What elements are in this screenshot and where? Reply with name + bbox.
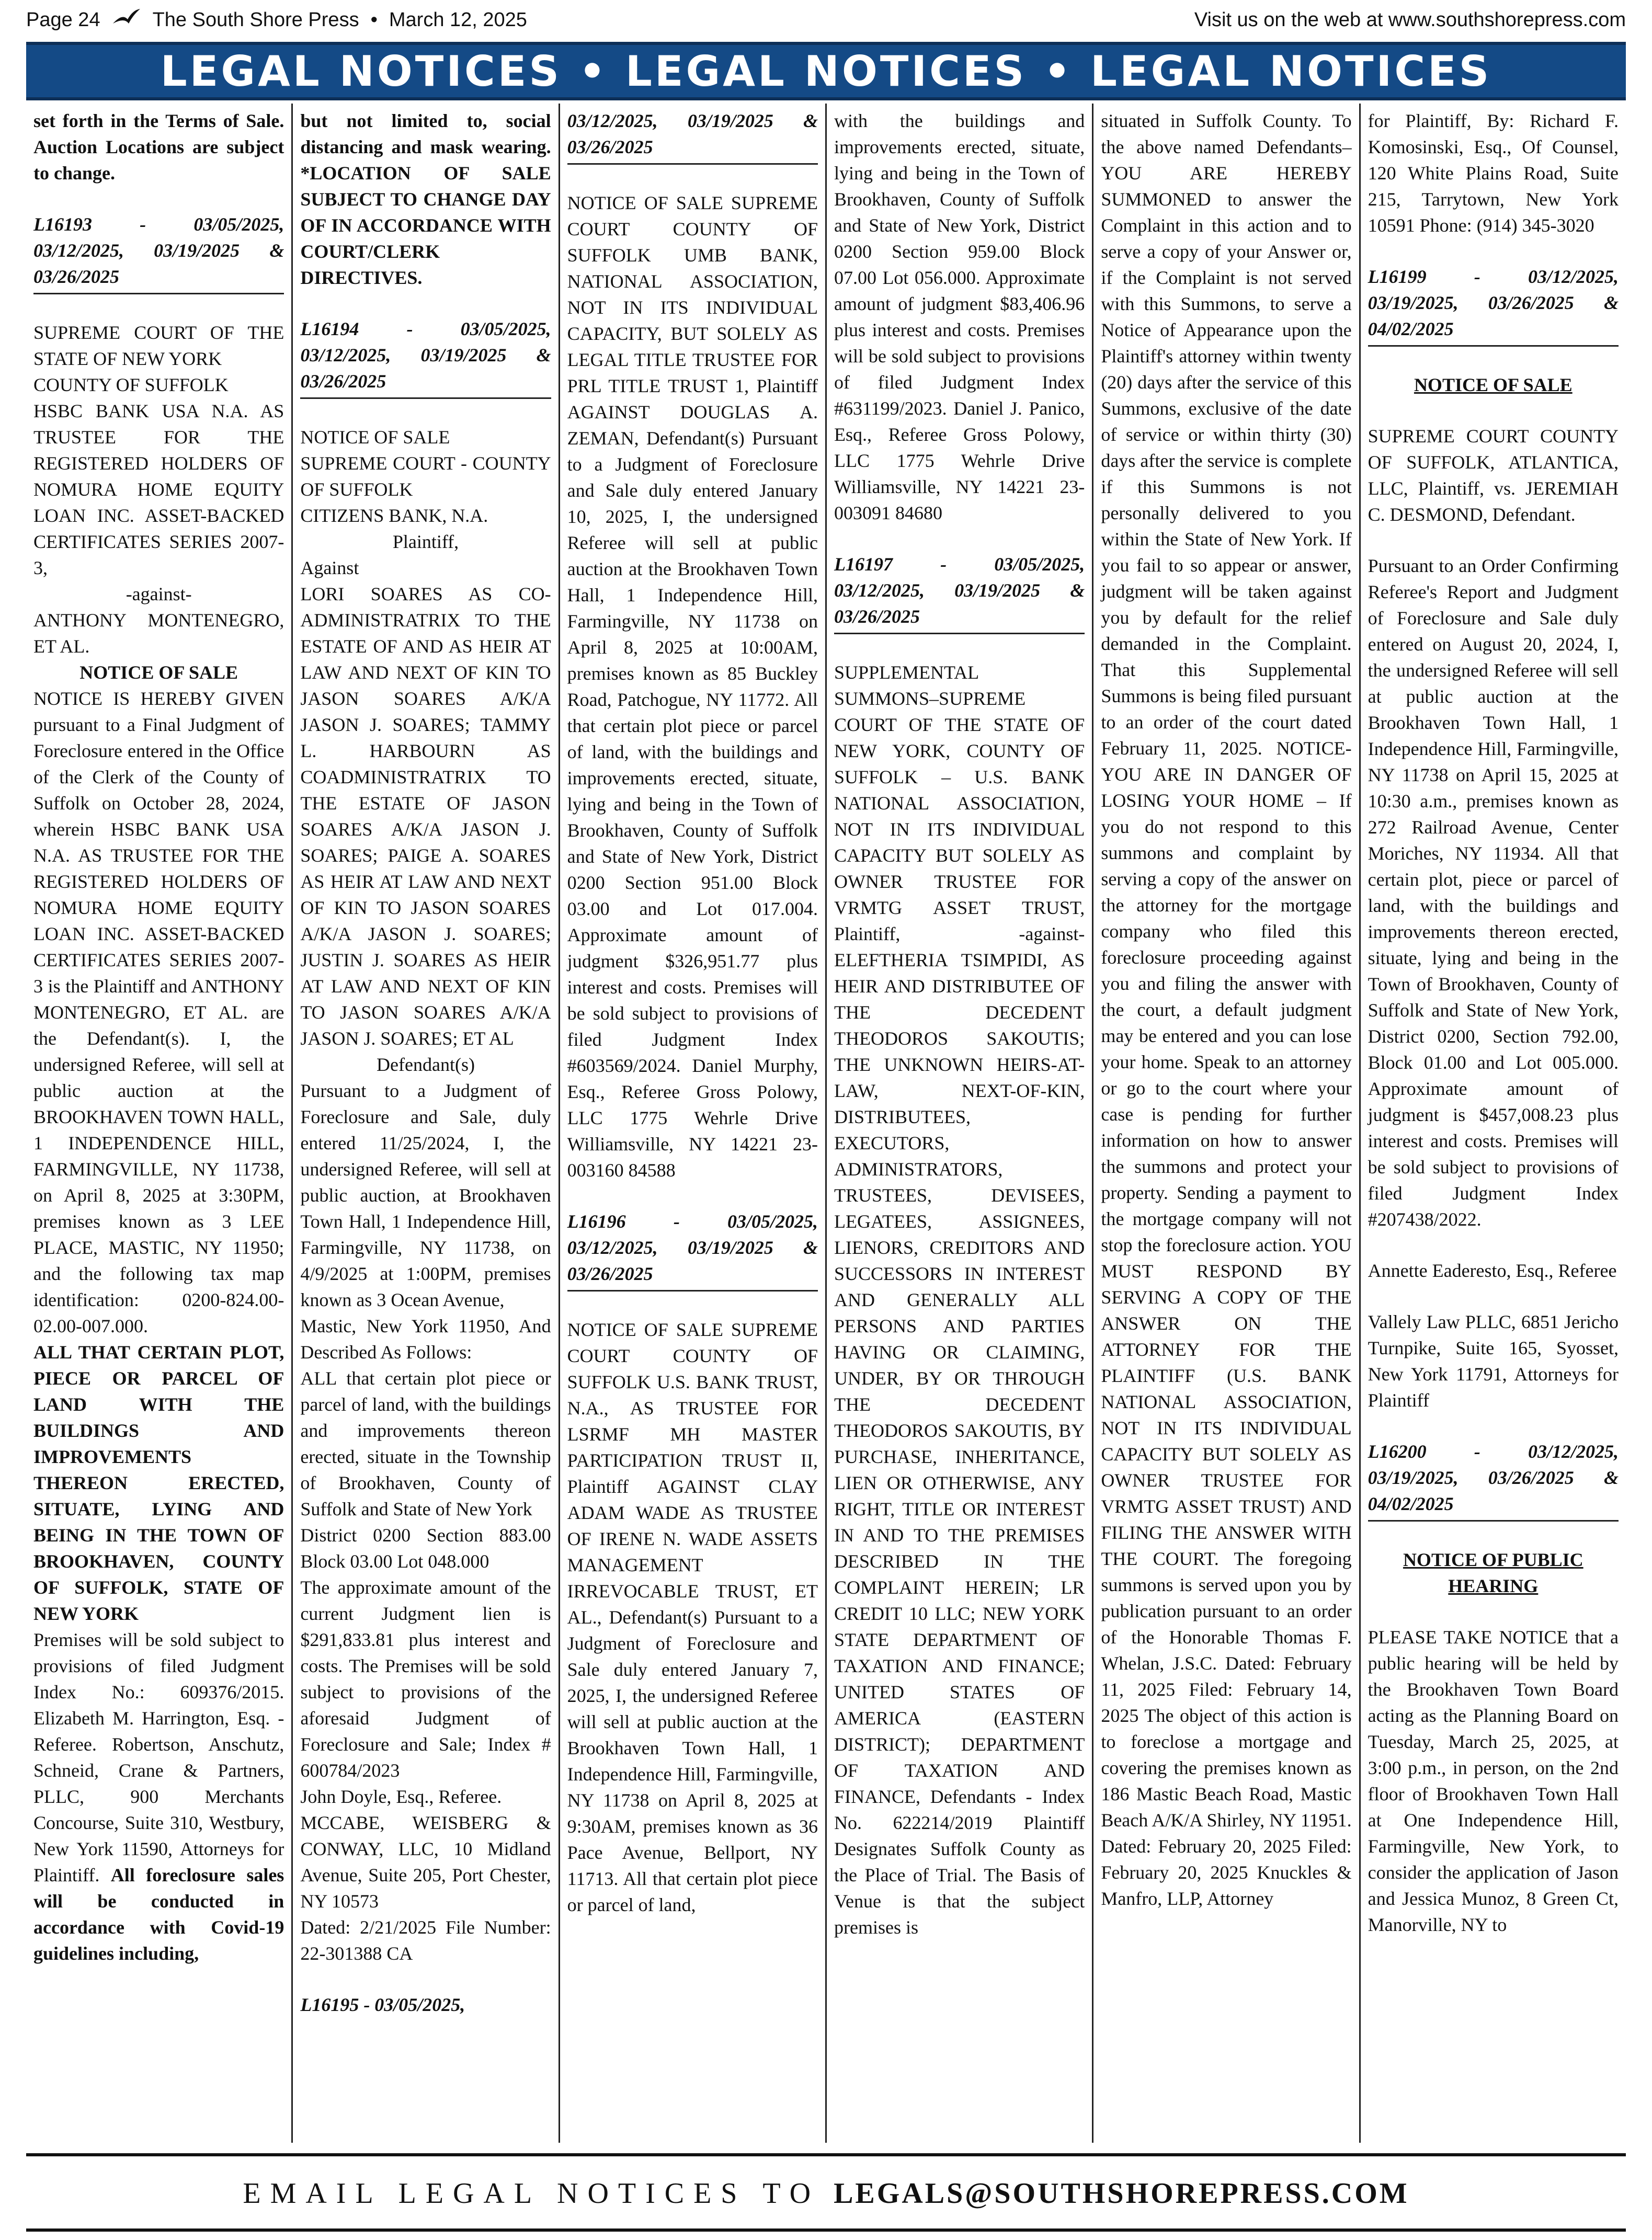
- defendant-name: ANTHONY MONTENEGRO, ET AL.: [33, 610, 284, 657]
- notice-text: NOTICE IS HEREBY GIVEN pursuant to a Final Judgment of Foreclosure entered in the Office of the Clerk of the County of Suffolk on October 28, 2024, wherein HSBC BANK USA N.A. AS TRUSTEE FOR THE REGISTERED HOLDERS OF NOMURA HOME EQUITY LOAN INC. ASSET-BACKED CERTIFICATES SERIES 2007-3 is the Plaintiff and ANTHONY MONTENEGRO, ET AL. are the Defendant(s). I, the undersigned Referee, will sell at public auction at the BROOKHAVEN TOWN HALL, 1 INDEPENDENCE HILL, FARMINGVILLE, NY 11738, on April 8, 2025 at 3:30PM, premises known as 3 LEE PLACE, MASTIC, NY 11950; and the following tax map identification: 0200-824.00-02.00-007.000.: [33, 688, 284, 1336]
- plaintiff-label: Plaintiff,: [392, 531, 459, 552]
- notice-text-span: Premises will be sold subject to provisions of filed Judgment Index No.: 609376/2015. Elizabeth M. Harrington, Esq. - Referee. Robertson, Anschutz, Schneid, Crane & Partners, PLLC, 900 Merchants Concourse, Suite 310, Westbury, New York 11590, Attorneys for Plaintiff.: [33, 1629, 284, 1885]
- publication-name: The South Shore Press: [152, 8, 359, 31]
- footer-divider: [26, 2153, 1626, 2156]
- court-name: SUPREME COURT OF THE STATE OF NEW YORK: [33, 322, 284, 369]
- notice-reference: 03/12/2025, 03/19/2025 & 03/26/2025: [567, 108, 818, 165]
- column-2: [293, 104, 560, 2143]
- attorney-info: Vallely Law PLLC, 6851 Jericho Turnpike, Suite 165, Syosset, New York 11791, Attorneys for Plaintiff: [1368, 1311, 1619, 1411]
- notice-title: NOTICE OF SALE: [1414, 374, 1573, 395]
- notice-reference: L16199 - 03/12/2025, 03/19/2025, 03/26/2025 & 04/02/2025: [1368, 264, 1619, 347]
- column-4: [827, 104, 1093, 2143]
- court-name: SUPREME COURT COUNTY OF SUFFOLK, ATLANTICA, LLC, Plaintiff, vs. JEREMIAH C. DESMOND, Defendant.: [1368, 426, 1619, 525]
- notice-reference: L16193 - 03/05/2025, 03/12/2025, 03/19/2025 & 03/26/2025: [33, 211, 284, 294]
- against-label: Against: [300, 557, 359, 578]
- page-header: [26, 4, 1626, 36]
- notice-text: but not limited to, social distancing and mask wearing. *LOCATION OF SALE SUBJECT TO CHANGE DAY OF IN ACCORDANCE WITH COURT/CLERK DIRECTIVES.: [300, 110, 551, 288]
- notice-text: [33, 1627, 284, 1967]
- notice-reference: L16197 - 03/05/2025, 03/12/2025, 03/19/2025 & 03/26/2025: [834, 551, 1085, 634]
- notice-text: District 0200 Section 883.00 Block 03.00 Lot 048.000: [300, 1525, 551, 1572]
- notice-text: Pursuant to a Judgment of Foreclosure and Sale, duly entered 11/25/2024, I, the undersigned Referee, will sell at public auction, at Brookhaven Town Hall, 1 Independence Hill, Farmingville, NY 11738, on 4/9/2025 at 1:00PM, premises known as 3 Ocean Avenue,: [300, 1080, 551, 1310]
- column-5: [1093, 104, 1360, 2143]
- header-separator: •: [370, 8, 378, 31]
- footer-label: EMAIL LEGAL NOTICES TO: [243, 2177, 821, 2210]
- defendant-label: Defendant(s): [377, 1054, 475, 1075]
- header-left: [26, 8, 527, 32]
- notice-text: Pursuant to an Order Confirming Referee's Report and Judgment of Foreclosure and Sale duly entered on August 20, 2024, I, the undersigned Referee will sell at public auction at the Brookhaven Town Hall, 1 Independence Hill, Farmingville, NY 11738 on April 15, 2025 at 10:30 a.m., premises known as 272 Railroad Avenue, Center Moriches, NY 11934. All that certain plot, piece or parcel of land, with the buildings and improvements thereon erected, situate, lying and being in the Town of Brookhaven, County of Suffolk and State of New York, District 0200, Section 792.00, Block 01.00 and Lot 005.000. Approximate amount of judgment is $457,008.23 plus interest and costs. Premises will be sold subject to provisions of filed Judgment Index #207438/2022.: [1368, 555, 1619, 1230]
- against-label: -against-: [126, 584, 192, 604]
- notice-text: ALL THAT CERTAIN PLOT, PIECE OR PARCEL OF LAND WITH THE BUILDINGS AND IMPROVEMENTS THEREON ERECTED, SITUATE, LYING AND BEING IN THE TOWN OF BROOKHAVEN, COUNTY OF SUFFOLK, STATE OF NEW YORK: [33, 1342, 284, 1624]
- court-name: SUPREME COURT - COUNTY OF SUFFOLK: [300, 453, 551, 500]
- notice-text: NOTICE OF SALE SUPREME COURT COUNTY OF SUFFOLK U.S. BANK TRUST, N.A., AS TRUSTEE FOR LSRMF MH MASTER PARTICIPATION TRUST II, Plaintiff AGAINST CLAY ADAM WADE AS TRUSTEE OF IRENE N. WADE ASSETS MANAGEMENT IRREVOCABLE TRUST, ET AL., Defendant(s) Pursuant to a Judgment of Foreclosure and Sale duly entered January 7, 2025, I, the undersigned Referee will sell at public auction at the Brookhaven Town Hall, 1 Independence Hill, Farmingville, NY 11738 on April 8, 2025 at 9:30AM, premises known as 36 Pace Avenue, Bellport, NY 11713. All that certain plot piece or parcel of land,: [567, 1319, 818, 1915]
- notice-text: for Plaintiff, By: Richard F. Komosinski, Esq., Of Counsel, 120 White Plains Road, Suite 215, Tarrytown, New York 10591 Phone: (914) 345-3020: [1368, 110, 1619, 236]
- issue-date: March 12, 2025: [389, 8, 527, 31]
- notice-reference: L16195 - 03/05/2025,: [300, 1994, 465, 2015]
- notice-text: NOTICE OF SALE SUPREME COURT COUNTY OF SUFFOLK UMB BANK, NATIONAL ASSOCIATION, NOT IN ITS INDIVIDUAL CAPACITY, BUT SOLELY AS LEGAL TITLE TRUSTEE FOR PRL TITLE TRUST 1, Plaintiff AGAINST DOUGLAS A. ZEMAN, Defendant(s) Pursuant to a Judgment of Foreclosure and Sale duly entered January 10, 2025, I, the undersigned Referee will sell at public auction at the Brookhaven Town Hall, 1 Independence Hill, Farmingville, NY 11738 on April 8, 2025 at 10:00AM, premises known as 85 Buckley Road, Patchogue, NY 11772. All that certain plot piece or parcel of land, with the buildings and improvements erected, situate, lying and being in the Town of Brookhaven, County of Suffolk and State of New York, District 0200 Section 951.00 Block 03.00 and Lot 017.004. Approximate amount of judgment $326,951.77 plus interest and costs. Premises will be sold subject to provisions of filed Judgment Index #603569/2024. Daniel Murphy, Esq., Referee Gross Polowy, LLC 1775 Wehrle Drive Williamsville, NY 14221 23-003160 84588: [567, 192, 818, 1181]
- notice-reference: L16200 - 03/12/2025, 03/19/2025, 03/26/2025 & 04/02/2025: [1368, 1438, 1619, 1522]
- plaintiff-name: CITIZENS BANK, N.A.: [300, 505, 488, 526]
- page-footer: [26, 2165, 1626, 2222]
- footer-email-link[interactable]: LEGALS@SOUTHSHOREPRESS.COM: [834, 2177, 1409, 2210]
- page-number: Page 24: [26, 8, 100, 31]
- notice-text: MCCABE, WEISBERG & CONWAY, LLC, 10 Midland Avenue, Suite 205, Port Chester, NY 10573: [300, 1812, 551, 1912]
- website-link[interactable]: Visit us on the web at www.southshorepress.com: [1194, 8, 1626, 31]
- notice-title: NOTICE OF SALE: [79, 662, 238, 683]
- notice-text: with the buildings and improvements erected, situate, lying and being in the Town of Brookhaven, County of Suffolk and State of New York, District 0200 Section 959.00 Block 07.00 Lot 056.000. Approximate amount of judgment $83,406.96 plus interest and costs. Premises will be sold subject to provisions of filed Judgment Index #631199/2023. Daniel J. Panico, Esq., Referee Gross Polowy, LLC 1775 Wehrle Drive Williamsville, NY 14221 23-003091 84680: [834, 110, 1085, 523]
- seagull-logo-icon: [112, 8, 141, 32]
- notice-text: set forth in the Terms of Sale. Auction Locations are subject to change.: [33, 110, 284, 184]
- notice-reference: L16196 - 03/05/2025, 03/12/2025, 03/19/2025 & 03/26/2025: [567, 1208, 818, 1292]
- section-banner: LEGAL NOTICES • LEGAL NOTICES • LEGAL NOTICES: [26, 42, 1626, 100]
- column-1: [26, 104, 293, 2143]
- notice-text: situated in Suffolk County. To the above named Defendants– YOU ARE HEREBY SUMMONED to answer the Complaint in this action and to serve a copy of your Answer or, if the Complaint is not served with this Summons, to serve a Notice of Appearance upon the Plaintiff's attorney within twenty (20) days after the service of this Summons, exclusive of the date of service or within thirty (30) days after the service is complete if this Summons is not personally delivered to you within the State of New York. If you fail to so appear or answer, judgment will be taken against you by default for the relief demanded in the Complaint. That this Supplemental Summons is being filed pursuant to an order of the court dated February 11, 2025. NOTICE-YOU ARE IN DANGER OF LOSING YOUR HOME – If you do not respond to this summons and complaint by serving a copy of the answer on the attorney for the mortgage company who filed this foreclosure proceeding against you and filing the answer with the court, a default judgment may be entered and you can lose your home. Speak to an attorney or go to the court where your case is pending for further information on how to answer the summons and protect your property. Sending a payment to the mortgage company will not stop the foreclosure action. YOU MUST RESPOND BY SERVING A COPY OF THE ANSWER ON THE ATTORNEY FOR THE PLAINTIFF (U.S. BANK NATIONAL ASSOCIATION, NOT IN ITS INDIVIDUAL CAPACITY BUT SOLELY AS OWNER TRUSTEE FOR VRMTG ASSET TRUST) AND FILING THE ANSWER WITH THE COURT. The foregoing summons is served upon you by publication pursuant to an order of the Honorable Thomas F. Whelan, J.S.C. Dated: February 11, 2025 Filed: February 14, 2025 The object of this action is to foreclose a mortgage and covering the premises known as 186 Mastic Beach Road, Mastic Beach A/K/A Shirley, NY 11951. Dated: February 20, 2025 Filed: February 20, 2025 Knuckles & Manfro, LLP, Attorney: [1101, 110, 1352, 1909]
- notice-text: Mastic, New York 11950, And Described As Follows:: [300, 1316, 551, 1363]
- notice-text: John Doyle, Esq., Referee.: [300, 1786, 502, 1807]
- notice-text: PLEASE TAKE NOTICE that a public hearing will be held by the Brookhaven Town Board acting as the Planning Board on Tuesday, March 25, 2025, at 3:00 p.m., in person, on the 2nd floor of Brookhaven Town Hall at One Independence Hill, Farmingville, New York, to consider the application of Jason and Jessica Munoz, 8 Green Ct, Manorville, NY to: [1368, 1627, 1619, 1935]
- notice-text: SUPPLEMENTAL SUMMONS–SUPREME COURT OF THE STATE OF NEW YORK, COUNTY OF SUFFOLK – U.S. BANK NATIONAL ASSOCIATION, NOT IN ITS INDIVIDUAL CAPACITY BUT SOLELY AS OWNER TRUSTEE FOR VRMTG ASSET TRUST, Plaintiff, -against- ELEFTHERIA TSIMPIDI, AS HEIR AND DISTRIBUTEE OF THE DECEDENT THEODOROS SAKOUTIS; THE UNKNOWN HEIRS-AT-LAW, NEXT-OF-KIN, DISTRIBUTEES, EXECUTORS, ADMINISTRATORS, TRUSTEES, DEVISEES, LEGATEES, ASSIGNEES, LIENORS, CREDITORS AND SUCCESSORS IN INTEREST AND GENERALLY ALL PERSONS AND PARTIES HAVING OR CLAIMING, UNDER, BY OR THROUGH THE DECEDENT THEODOROS SAKOUTIS, BY PURCHASE, INHERITANCE, LIEN OR OTHERWISE, ANY RIGHT, TITLE OR INTEREST IN AND TO THE PREMISES DESCRIBED IN THE COMPLAINT HEREIN; LR CREDIT 10 LLC; NEW YORK STATE DEPARTMENT OF TAXATION AND FINANCE; UNITED STATES OF AMERICA (EASTERN DISTRICT); DEPARTMENT OF TAXATION AND FINANCE, Defendants - Index No. 622214/2019 Plaintiff Designates Suffolk County as the Place of Trial. The Basis of Venue is that the subject premises is: [834, 662, 1085, 1938]
- notice-text: The approximate amount of the current Judgment lien is $291,833.81 plus interest and costs. The Premises will be sold subject to provisions of the aforesaid Judgment of Foreclosure and Sale; Index # 600784/2023: [300, 1577, 551, 1781]
- column-3: [560, 104, 827, 2143]
- column-6: [1361, 104, 1626, 2143]
- notice-text-bold: All foreclosure sales will be conducted in accordance with Covid-19 guidelines including,: [33, 1865, 284, 1964]
- county-name: COUNTY OF SUFFOLK: [33, 374, 229, 395]
- footer-divider: [26, 2228, 1626, 2232]
- notice-columns: [26, 104, 1626, 2143]
- defendant-name: LORI SOARES AS CO-ADMINISTRATRIX TO THE ESTATE OF AND AS HEIR AT LAW AND NEXT OF KIN TO JASON SOARES A/K/A JASON J. SOARES; TAMMY L. HARBOURN AS COADMINISTRATRIX TO THE ESTATE OF JASON SOARES A/K/A JASON J. SOARES; PAIGE A. SOARES AS HEIR AT LAW AND NEXT OF KIN TO JASON SOARES A/K/A JASON J. SOARES; JUSTIN J. SOARES AS HEIR AT LAW AND NEXT OF KIN TO JASON SOARES A/K/A JASON J. SOARES; ET AL: [300, 584, 551, 1049]
- notice-text: ALL that certain plot piece or parcel of land, with the buildings and improvements thereon erected, situate in the Township of Brookhaven, County of Suffolk and State of New York: [300, 1368, 551, 1519]
- plaintiff-name: HSBC BANK USA N.A. AS TRUSTEE FOR THE REGISTERED HOLDERS OF NOMURA HOME EQUITY LOAN INC. ASSET-BACKED CERTIFICATES SERIES 2007-3,: [33, 401, 284, 578]
- hearing-title: NOTICE OF PUBLIC HEARING: [1403, 1549, 1583, 1596]
- notice-title: NOTICE OF SALE: [300, 427, 450, 448]
- referee-name: Annette Eaderesto, Esq., Referee: [1368, 1260, 1617, 1281]
- notice-text: Dated: 2/21/2025 File Number: 22-301388 CA: [300, 1917, 551, 1964]
- notice-reference: L16194 - 03/05/2025, 03/12/2025, 03/19/2025 & 03/26/2025: [300, 316, 551, 399]
